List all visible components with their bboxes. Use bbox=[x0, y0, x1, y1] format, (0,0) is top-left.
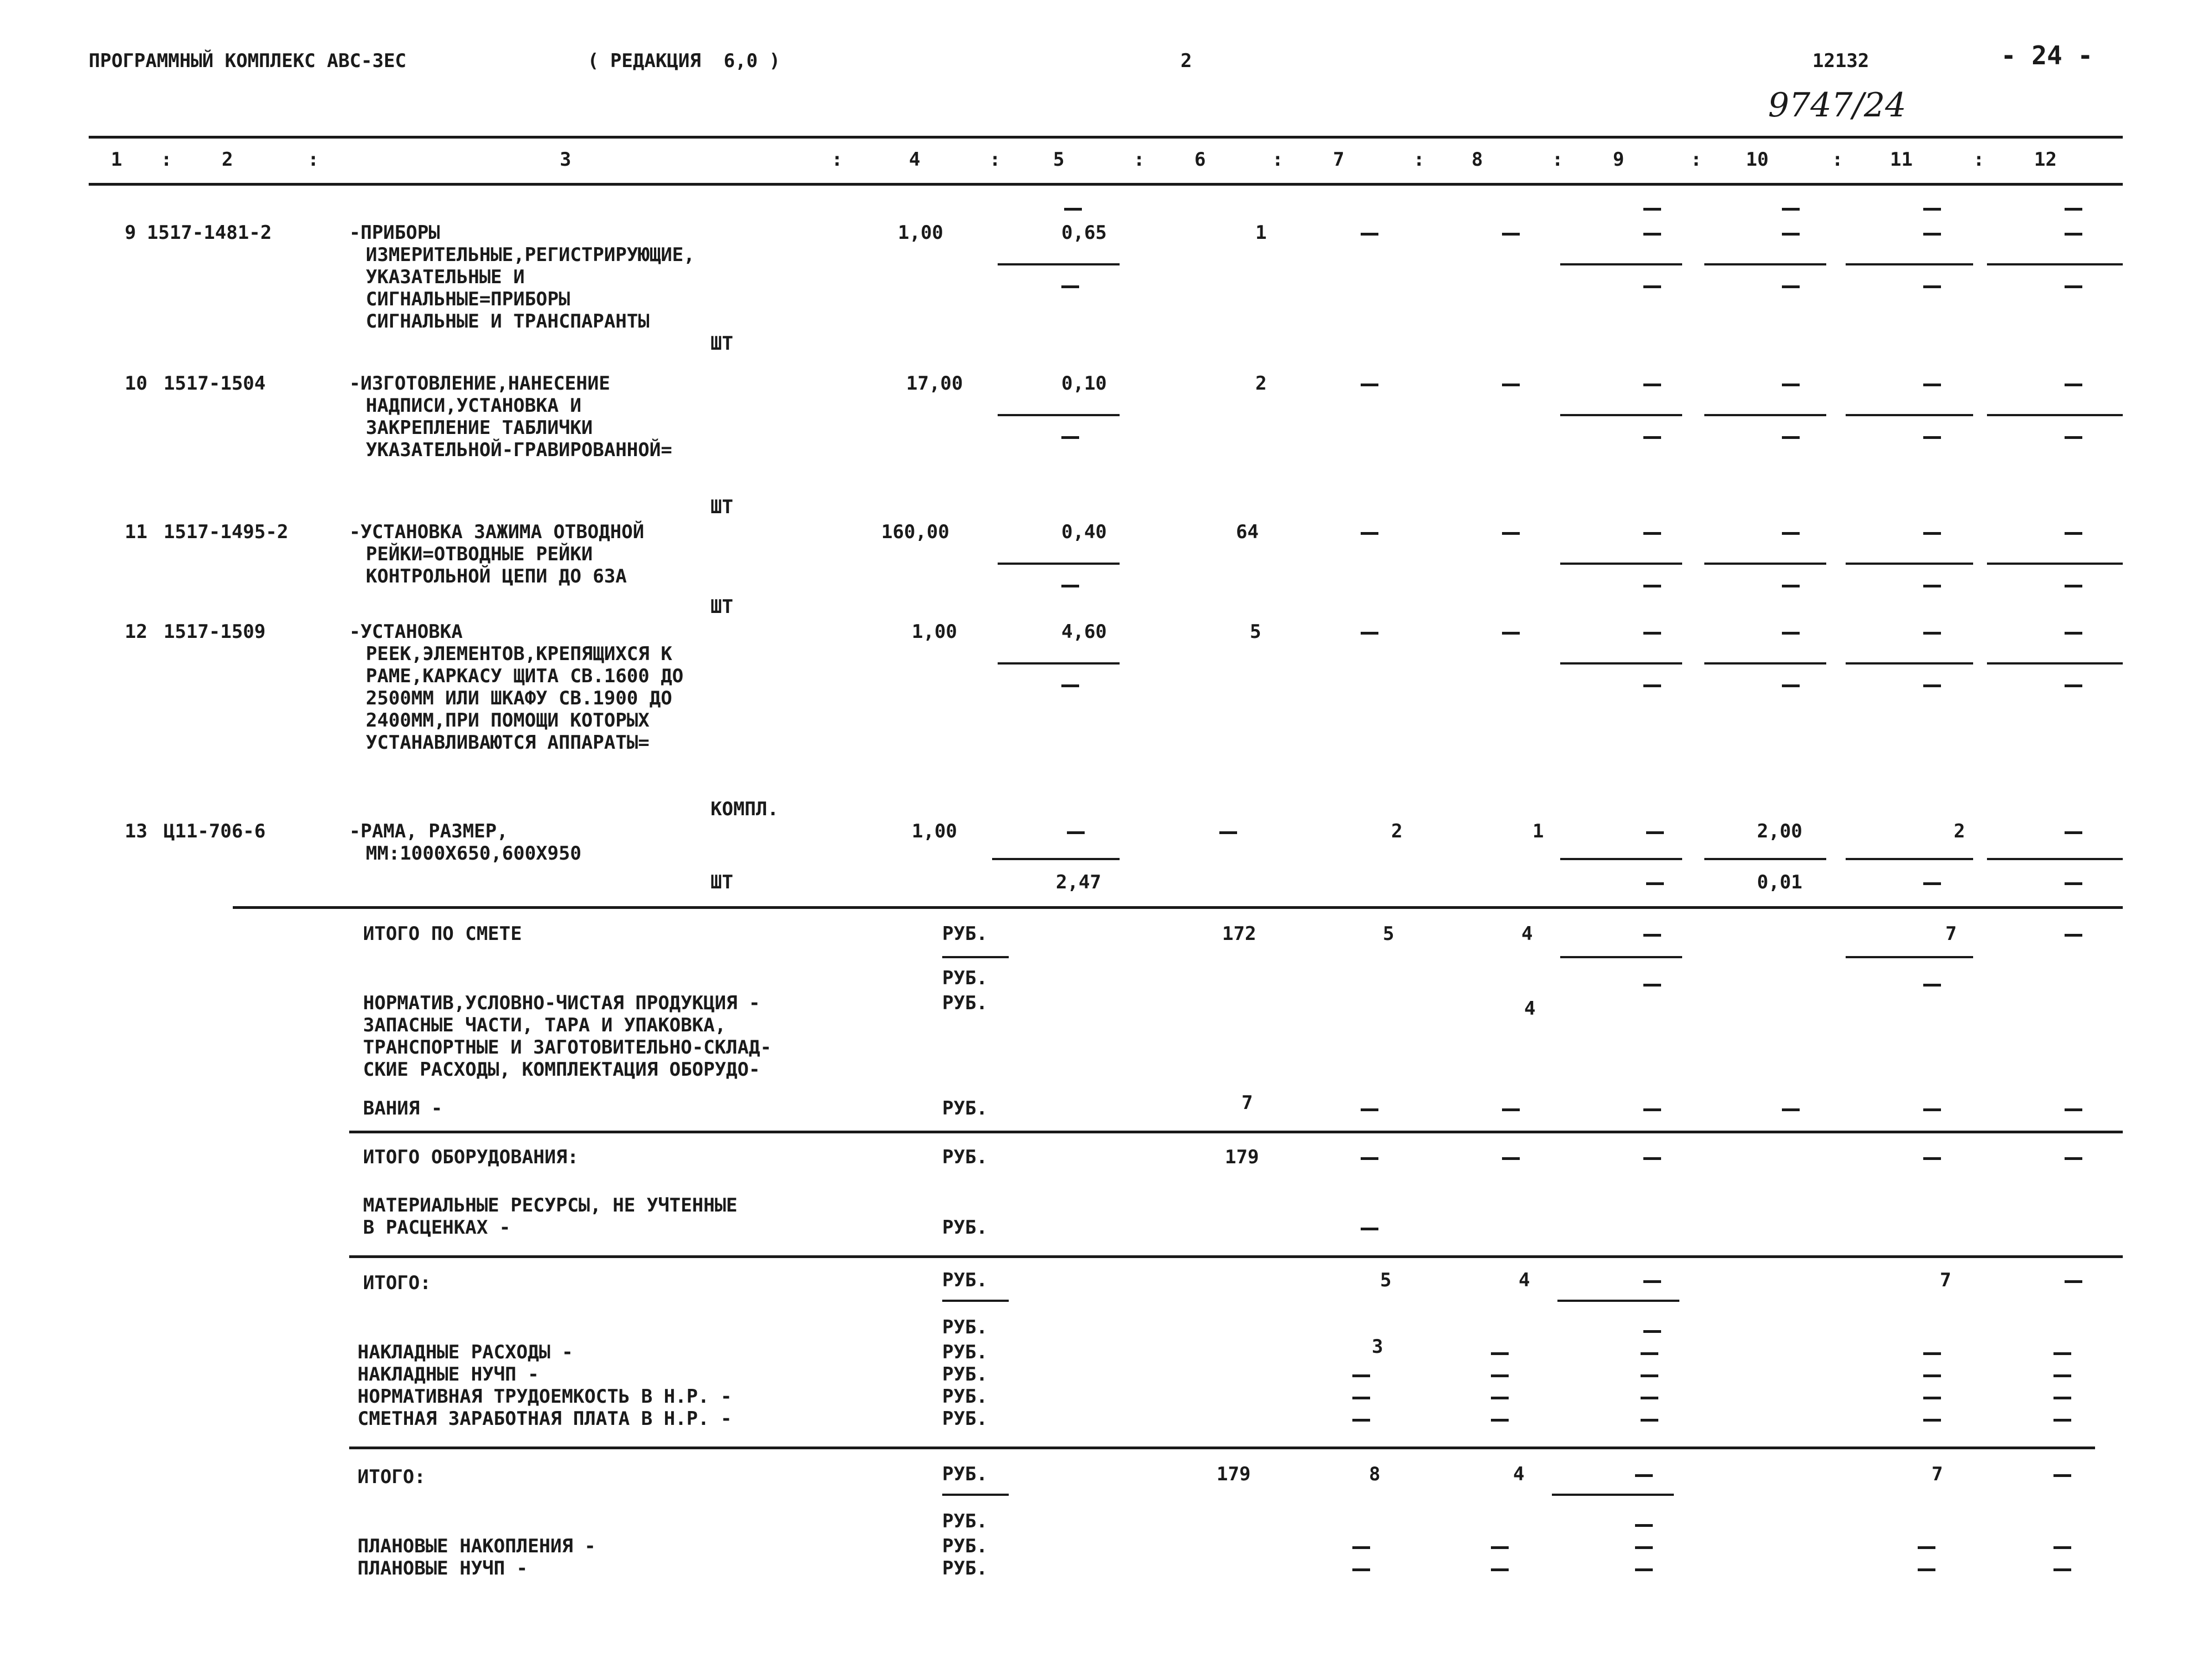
row-quantity: 160,00 bbox=[881, 521, 949, 543]
row-col6: 5 bbox=[1250, 621, 1261, 643]
underline-mark bbox=[1704, 263, 1826, 265]
total-estimate-label: ИТОГО ПО СМЕТЕ bbox=[363, 923, 522, 945]
dash-mark bbox=[1782, 684, 1800, 687]
dash-mark bbox=[1635, 1474, 1653, 1477]
col-header-7: 7 bbox=[1333, 149, 1345, 171]
dash-mark bbox=[1067, 831, 1085, 834]
dash-mark bbox=[1361, 1228, 1378, 1230]
dash-mark bbox=[1923, 1352, 1941, 1355]
planned-line: ПЛАНОВЫЕ НУЧП - bbox=[357, 1557, 528, 1580]
row-desc-line: РЕЙКИ=ОТВОДНЫЕ РЕЙКИ bbox=[366, 543, 593, 565]
col-header-10: 10 bbox=[1746, 149, 1769, 171]
col-sep: : bbox=[989, 149, 1001, 171]
materials-line: В РАСЦЕНКАХ - bbox=[363, 1217, 511, 1239]
underline-mark bbox=[1846, 263, 1973, 265]
row-desc-line: КОНТРОЛЬНОЙ ЦЕПИ ДО 63А bbox=[366, 565, 627, 587]
dash-mark bbox=[1361, 532, 1378, 535]
dash-mark bbox=[1782, 532, 1800, 535]
normative-unit: РУБ. bbox=[942, 992, 988, 1014]
col-header-4: 4 bbox=[909, 149, 921, 171]
row-desc-line: ИЗМЕРИТЕЛЬНЫЕ,РЕГИСТРИРУЮЩИЕ, bbox=[366, 244, 695, 266]
row-number: 9 bbox=[125, 222, 136, 244]
overheads-col7: 3 bbox=[1372, 1336, 1383, 1358]
dash-mark bbox=[1782, 436, 1800, 439]
row-price: 2,47 bbox=[1056, 871, 1101, 893]
dash-mark bbox=[2065, 1108, 2082, 1111]
dash-mark bbox=[1782, 585, 1800, 587]
underline-mark bbox=[1846, 956, 1973, 958]
dash-mark bbox=[1782, 384, 1800, 386]
row-col7: 2 bbox=[1391, 820, 1403, 842]
underline-mark bbox=[1987, 414, 2123, 416]
dash-mark bbox=[2053, 1419, 2071, 1422]
dash-mark bbox=[2065, 934, 2082, 937]
row-unit: ШТ bbox=[711, 596, 733, 618]
underline-mark bbox=[998, 563, 1120, 565]
row-price: 4,60 bbox=[1061, 621, 1107, 643]
dash-mark bbox=[1361, 1108, 1378, 1111]
overheads-unit: РУБ. bbox=[942, 1386, 988, 1408]
dash-mark bbox=[1782, 285, 1800, 288]
dash-mark bbox=[1643, 285, 1661, 288]
dash-mark bbox=[1782, 208, 1800, 211]
row-col6: 1 bbox=[1255, 222, 1267, 244]
overheads-unit: РУБ. bbox=[942, 1408, 988, 1430]
dash-mark bbox=[1352, 1546, 1370, 1549]
dash-mark bbox=[2053, 1352, 2071, 1355]
dash-mark bbox=[2065, 208, 2082, 211]
equipment-total-col6: 179 bbox=[1225, 1146, 1259, 1168]
dash-mark bbox=[2065, 532, 2082, 535]
dash-mark bbox=[1643, 233, 1661, 236]
row-desc-line: -УСТАНОВКА bbox=[349, 621, 463, 643]
col-header-2: 2 bbox=[222, 149, 233, 171]
dash-mark bbox=[1491, 1546, 1509, 1549]
row-desc-line: -УСТАНОВКА ЗАЖИМА ОТВОДНОЙ bbox=[349, 521, 645, 543]
row-desc-line: УКАЗАТЕЛЬНОЙ-ГРАВИРОВАННОЙ= bbox=[366, 439, 672, 461]
dash-mark bbox=[2065, 1280, 2082, 1283]
dash-mark bbox=[1643, 1330, 1661, 1333]
row-unit: ШТ bbox=[711, 871, 733, 893]
materials-line: МАТЕРИАЛЬНЫЕ РЕСУРСЫ, НЕ УЧТЕННЫЕ bbox=[363, 1194, 738, 1217]
total-estimate-unit: РУБ. bbox=[942, 923, 988, 945]
dash-mark bbox=[1923, 436, 1941, 439]
dash-mark bbox=[1352, 1374, 1370, 1377]
col-header-12: 12 bbox=[2034, 149, 2057, 171]
dash-mark bbox=[1643, 934, 1661, 937]
normative-line: ВАНИЯ - bbox=[363, 1097, 443, 1120]
dash-mark bbox=[2065, 632, 2082, 635]
dash-mark bbox=[1361, 384, 1378, 386]
dash-mark bbox=[1782, 632, 1800, 635]
dash-mark bbox=[1352, 1419, 1370, 1422]
dash-mark bbox=[2065, 1157, 2082, 1160]
dash-mark bbox=[1923, 285, 1941, 288]
underline-mark bbox=[1987, 858, 2123, 860]
underline-mark bbox=[998, 263, 1120, 265]
underline-mark bbox=[1560, 662, 1682, 665]
dash-mark bbox=[2065, 882, 2082, 885]
total-estimate-col8: 4 bbox=[1521, 923, 1533, 945]
underline-mark bbox=[1846, 563, 1973, 565]
document-number: 12132 bbox=[1812, 50, 1869, 72]
underline-mark bbox=[942, 956, 1009, 958]
underline-mark bbox=[1704, 858, 1826, 860]
row-number: 13 bbox=[125, 820, 147, 842]
dash-mark bbox=[1061, 285, 1079, 288]
normative-col8: 4 bbox=[1524, 998, 1536, 1020]
dash-mark bbox=[1923, 1419, 1941, 1422]
dash-mark bbox=[1641, 1352, 1658, 1355]
dash-mark bbox=[2065, 285, 2082, 288]
dash-mark bbox=[2065, 436, 2082, 439]
overheads-unit: РУБ. bbox=[942, 1341, 988, 1363]
row-quantity: 1,00 bbox=[898, 222, 943, 244]
row-desc-line: УКАЗАТЕЛЬНЫЕ И bbox=[366, 266, 525, 288]
dash-mark bbox=[1782, 1108, 1800, 1111]
dash-mark bbox=[1923, 882, 1941, 885]
dash-mark bbox=[1643, 532, 1661, 535]
col-sep: : bbox=[1413, 149, 1425, 171]
dash-mark bbox=[1782, 233, 1800, 236]
dash-mark bbox=[1061, 436, 1079, 439]
dash-mark bbox=[2053, 1374, 2071, 1377]
col-header-11: 11 bbox=[1890, 149, 1913, 171]
row-desc-line: СИГНАЛЬНЫЕ И ТРАНСПАРАНТЫ bbox=[366, 310, 650, 333]
row-desc-line: НАДПИСИ,УСТАНОВКА И bbox=[366, 395, 581, 417]
col-sep: : bbox=[1973, 149, 1985, 171]
page-number: - 24 - bbox=[2001, 40, 2093, 70]
total-estimate-col6: 172 bbox=[1222, 923, 1256, 945]
col-header-8: 8 bbox=[1472, 149, 1483, 171]
col-header-3: 3 bbox=[560, 149, 571, 171]
dash-mark bbox=[1641, 1419, 1658, 1422]
dash-mark bbox=[1635, 1546, 1653, 1549]
row-code: Ц11-706-6 bbox=[164, 820, 266, 842]
overheads-line: НАКЛАДНЫЕ НУЧП - bbox=[357, 1363, 539, 1386]
underline-mark bbox=[1704, 563, 1826, 565]
row-desc-line: РЕЕК,ЭЛЕМЕНТОВ,КРЕПЯЩИХСЯ К bbox=[366, 643, 672, 665]
dash-mark bbox=[1643, 1108, 1661, 1111]
dash-mark bbox=[1923, 632, 1941, 635]
total1-col11: 7 bbox=[1940, 1269, 1952, 1291]
row-desc-line: -ПРИБОРЫ bbox=[349, 222, 440, 244]
row-quantity: 17,00 bbox=[906, 372, 963, 395]
row-code: 1517-1481-2 bbox=[147, 222, 272, 244]
underline-mark bbox=[1560, 414, 1682, 416]
total1-col8: 4 bbox=[1519, 1269, 1530, 1291]
summary-rule bbox=[349, 1131, 2123, 1133]
row-code: 1517-1509 bbox=[164, 621, 266, 643]
dash-mark bbox=[1923, 1397, 1941, 1399]
underline-mark bbox=[1560, 956, 1682, 958]
col-sep: : bbox=[1133, 149, 1145, 171]
row-desc-line: -ИЗГОТОВЛЕНИЕ,НАНЕСЕНИЕ bbox=[349, 372, 610, 395]
dash-mark bbox=[1918, 1568, 1935, 1571]
dash-mark bbox=[1219, 831, 1237, 834]
dash-mark bbox=[1643, 684, 1661, 687]
dash-mark bbox=[1923, 1108, 1941, 1111]
summary-rule bbox=[233, 906, 2123, 909]
planned-unit: РУБ. bbox=[942, 1535, 988, 1557]
dash-mark bbox=[1352, 1397, 1370, 1399]
dash-mark bbox=[1502, 632, 1520, 635]
row-quantity: 1,00 bbox=[912, 621, 957, 643]
dash-mark bbox=[1502, 233, 1520, 236]
normative-col6: 7 bbox=[1242, 1092, 1253, 1114]
dash-mark bbox=[1361, 233, 1378, 236]
part-number: 2 bbox=[1181, 50, 1192, 72]
dash-mark bbox=[1491, 1419, 1509, 1422]
total2-col6: 179 bbox=[1217, 1463, 1251, 1485]
underline-mark bbox=[1846, 662, 1973, 665]
dash-mark bbox=[1635, 1524, 1653, 1527]
row-quantity: 1,00 bbox=[912, 820, 957, 842]
normative-line: СКИЕ РАСХОДЫ, КОМПЛЕКТАЦИЯ ОБОРУДО- bbox=[363, 1059, 760, 1081]
total2-col8: 4 bbox=[1513, 1463, 1525, 1485]
dash-mark bbox=[1918, 1546, 1935, 1549]
underline-mark bbox=[1846, 414, 1973, 416]
underline-mark bbox=[992, 858, 1120, 860]
row-desc-line: ММ:1000Х650,600Х950 bbox=[366, 842, 581, 865]
dash-mark bbox=[1502, 1157, 1520, 1160]
overheads-line: НОРМАТИВНАЯ ТРУДОЕМКОСТЬ В Н.Р. - bbox=[357, 1386, 732, 1408]
row-col8: 1 bbox=[1532, 820, 1544, 842]
extra-unit: РУБ. bbox=[942, 967, 988, 989]
dash-mark bbox=[1923, 233, 1941, 236]
dash-mark bbox=[1923, 585, 1941, 587]
total-estimate-col11: 7 bbox=[1945, 923, 1957, 945]
dash-mark bbox=[1502, 1108, 1520, 1111]
dash-mark bbox=[1635, 1568, 1653, 1571]
dash-mark bbox=[2053, 1474, 2071, 1477]
row-col6: 64 bbox=[1236, 521, 1259, 543]
normative-unit: РУБ. bbox=[942, 1097, 988, 1120]
row-desc-line: 2500ММ ИЛИ ШКАФУ СВ.1900 ДО bbox=[366, 687, 672, 709]
dash-mark bbox=[1646, 831, 1664, 834]
dash-mark bbox=[1923, 208, 1941, 211]
col-sep: : bbox=[161, 149, 172, 171]
underline-mark bbox=[1704, 414, 1826, 416]
dash-mark bbox=[2053, 1546, 2071, 1549]
col-header-6: 6 bbox=[1194, 149, 1206, 171]
dash-mark bbox=[1646, 882, 1664, 885]
underline-mark bbox=[942, 1494, 1009, 1496]
planned-unit: РУБ. bbox=[942, 1510, 988, 1532]
summary-rule bbox=[349, 1447, 2095, 1449]
row-number: 12 bbox=[125, 621, 147, 643]
underline-mark bbox=[1987, 662, 2123, 665]
overheads-line: СМЕТНАЯ ЗАРАБОТНАЯ ПЛАТА В Н.Р. - bbox=[357, 1408, 732, 1430]
underline-mark bbox=[1987, 263, 2123, 265]
row-desc-line: 2400ММ,ПРИ ПОМОЩИ КОТОРЫХ bbox=[366, 709, 650, 732]
summary-rule bbox=[349, 1255, 2123, 1258]
col-sep: : bbox=[1832, 149, 1843, 171]
dash-mark bbox=[1491, 1352, 1509, 1355]
overheads-unit: РУБ. bbox=[942, 1363, 988, 1386]
total2-label: ИТОГО: bbox=[357, 1466, 426, 1488]
dash-mark bbox=[1923, 532, 1941, 535]
row-code: 1517-1504 bbox=[164, 372, 266, 395]
row-col10: 2,00 bbox=[1757, 820, 1802, 842]
dash-mark bbox=[2065, 585, 2082, 587]
underline-mark bbox=[998, 662, 1120, 665]
underline-mark bbox=[998, 414, 1120, 416]
dash-mark bbox=[1061, 585, 1079, 587]
edition-label: ( РЕДАКЦИЯ 6,0 ) bbox=[588, 50, 780, 72]
dash-mark bbox=[1643, 632, 1661, 635]
total1-unit: РУБ. bbox=[942, 1269, 988, 1291]
dash-mark bbox=[1361, 1157, 1378, 1160]
dash-mark bbox=[1641, 1397, 1658, 1399]
dash-mark bbox=[1643, 585, 1661, 587]
row-price: 0,40 bbox=[1061, 521, 1107, 543]
total2-unit: РУБ. bbox=[942, 1463, 988, 1485]
dash-mark bbox=[1491, 1374, 1509, 1377]
dash-mark bbox=[1643, 436, 1661, 439]
underline-mark bbox=[1560, 563, 1682, 565]
equipment-total-label: ИТОГО ОБОРУДОВАНИЯ: bbox=[363, 1146, 579, 1168]
dash-mark bbox=[1361, 632, 1378, 635]
dash-mark bbox=[1643, 984, 1661, 987]
dash-mark bbox=[1923, 1157, 1941, 1160]
normative-line: ТРАНСПОРТНЫЕ И ЗАГОТОВИТЕЛЬНО-СКЛАД- bbox=[363, 1036, 772, 1059]
col-sep: : bbox=[1272, 149, 1284, 171]
dash-mark bbox=[2053, 1397, 2071, 1399]
dash-mark bbox=[1643, 208, 1661, 211]
col-header-9: 9 bbox=[1613, 149, 1624, 171]
normative-line: НОРМАТИВ,УСЛОВНО-ЧИСТАЯ ПРОДУКЦИЯ - bbox=[363, 992, 760, 1014]
dash-mark bbox=[1641, 1374, 1658, 1377]
dash-mark bbox=[1064, 208, 1082, 211]
dash-mark bbox=[1923, 1374, 1941, 1377]
underline-mark bbox=[1557, 1300, 1679, 1302]
underline-mark bbox=[1560, 263, 1682, 265]
dash-mark bbox=[2065, 831, 2082, 834]
underline-mark bbox=[1560, 858, 1682, 860]
dash-mark bbox=[1502, 384, 1520, 386]
underline-mark bbox=[1704, 662, 1826, 665]
dash-mark bbox=[2065, 384, 2082, 386]
row-desc-line: УСТАНАВЛИВАЮТСЯ АППАРАТЫ= bbox=[366, 732, 650, 754]
col-header-5: 5 bbox=[1053, 149, 1065, 171]
dash-mark bbox=[2065, 684, 2082, 687]
total2-col7: 8 bbox=[1369, 1463, 1381, 1485]
row-unit: ШТ bbox=[711, 496, 733, 518]
row-col11: 2 bbox=[1954, 820, 1965, 842]
dash-mark bbox=[1502, 532, 1520, 535]
underline-mark bbox=[1987, 563, 2123, 565]
row-price: 0,65 bbox=[1061, 222, 1107, 244]
dash-mark bbox=[1923, 684, 1941, 687]
dash-mark bbox=[1643, 1157, 1661, 1160]
dash-mark bbox=[1643, 384, 1661, 386]
underline-mark bbox=[942, 1300, 1009, 1302]
header-top-rule bbox=[89, 136, 2123, 139]
dash-mark bbox=[1923, 384, 1941, 386]
row-desc-line: РАМЕ,КАРКАСУ ЩИТА СВ.1600 ДО bbox=[366, 665, 684, 687]
overheads-unit: РУБ. bbox=[942, 1316, 988, 1338]
col-header-1: 1 bbox=[111, 149, 122, 171]
planned-line: ПЛАНОВЫЕ НАКОПЛЕНИЯ - bbox=[357, 1535, 596, 1557]
dash-mark bbox=[2065, 233, 2082, 236]
dash-mark bbox=[2053, 1568, 2071, 1571]
row-number: 11 bbox=[125, 521, 147, 543]
col-sep: : bbox=[831, 149, 843, 171]
underline-mark bbox=[1846, 858, 1973, 860]
total-estimate-col7: 5 bbox=[1383, 923, 1394, 945]
row-desc-line: СИГНАЛЬНЫЕ=ПРИБОРЫ bbox=[366, 288, 570, 310]
row-unit: ШТ bbox=[711, 333, 733, 355]
handwritten-reference: 9747/24 bbox=[1768, 86, 1907, 125]
row-col6: 2 bbox=[1255, 372, 1267, 395]
row-price: 0,10 bbox=[1061, 372, 1107, 395]
row-number: 10 bbox=[125, 372, 147, 395]
overheads-line: НАКЛАДНЫЕ РАСХОДЫ - bbox=[357, 1341, 573, 1363]
total2-col11: 7 bbox=[1932, 1463, 1943, 1485]
dash-mark bbox=[1491, 1568, 1509, 1571]
planned-unit: РУБ. bbox=[942, 1557, 988, 1580]
header-bottom-rule bbox=[89, 183, 2123, 186]
dash-mark bbox=[1352, 1568, 1370, 1571]
dash-mark bbox=[1643, 1280, 1661, 1283]
program-title: ПРОГРАММНЫЙ КОМПЛЕКС АВС-3ЕС bbox=[89, 50, 407, 72]
total1-label: ИТОГО: bbox=[363, 1272, 431, 1294]
row-unit: КОМПЛ. bbox=[711, 798, 779, 820]
row-col10-lower: 0,01 bbox=[1757, 871, 1802, 893]
total1-col7: 5 bbox=[1380, 1269, 1392, 1291]
dash-mark bbox=[1491, 1397, 1509, 1399]
equipment-total-unit: РУБ. bbox=[942, 1146, 988, 1168]
col-sep: : bbox=[1552, 149, 1564, 171]
row-code: 1517-1495-2 bbox=[164, 521, 289, 543]
dash-mark bbox=[1061, 684, 1079, 687]
dash-mark bbox=[1923, 984, 1941, 987]
row-desc-line: ЗАКРЕПЛЕНИЕ ТАБЛИЧКИ bbox=[366, 417, 593, 439]
col-sep: : bbox=[308, 149, 319, 171]
row-desc-line: -РАМА, РАЗМЕР, bbox=[349, 820, 508, 842]
col-sep: : bbox=[1690, 149, 1702, 171]
materials-unit: РУБ. bbox=[942, 1217, 988, 1239]
underline-mark bbox=[1552, 1494, 1674, 1496]
normative-line: ЗАПАСНЫЕ ЧАСТИ, ТАРА И УПАКОВКА, bbox=[363, 1014, 727, 1036]
